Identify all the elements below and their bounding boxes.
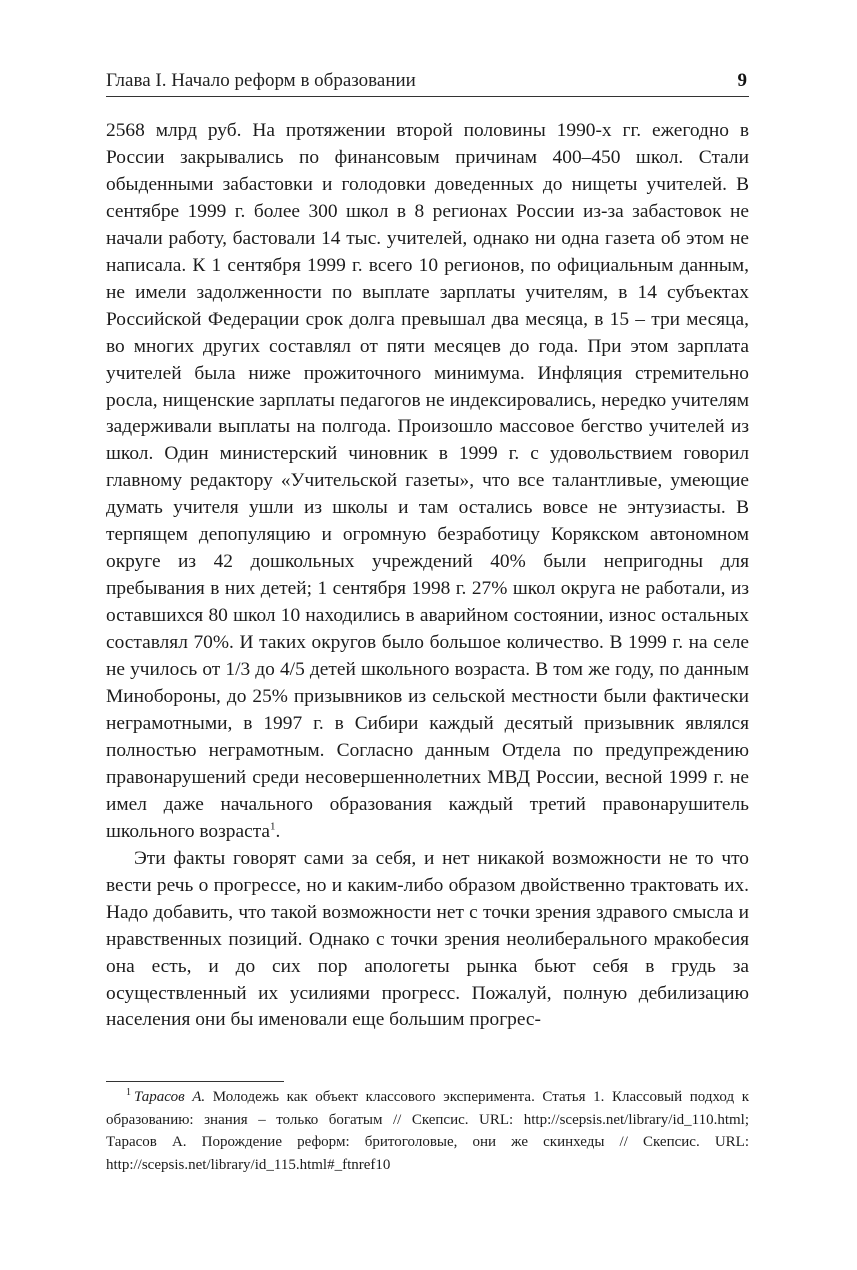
paragraph-text: Эти факты говорят сами за себя, и нет никакой возможности не то что вести речь о прогрессе, но и каким-либо образом двойственно трактовать их. Надо добавить, что такой возможности нет с точки зрения здравого смысла и нравственных позиций. Однако с точки зрения неолиберального мракобесия она есть, и до сих пор апологеты рынка бьют себя в грудь за осуществленный их усилиями прогресс. Пожалуй, полную дебилизацию населения они бы именовали еще большим прогрес- — [106, 847, 749, 1031]
footnote-text: Молодежь как объект классового эксперимента. Статья 1. Классовый подход к образованию: знания – только богатым // Скепсис. URL: http://scepsis.net/library/id_110.html; Тарасов А. Порождение реформ: бритоголовые, они же скинхеды // Скепсис. URL: http://scepsis.net/library/id_115.html#_ftnref10 — [106, 1089, 750, 1173]
footnote-author: Тарасов А. — [134, 1089, 206, 1105]
footnote-marker — [106, 1086, 134, 1109]
paragraph-end: . — [275, 820, 281, 842]
footnote-reference[interactable]: 1 — [270, 820, 276, 833]
paragraph-text: 2568 млрд руб. На протяжении второй половины 1990-х гг. ежегодно в России закрывались по финансовым причинам 400–450 школ. Стали обыденными забастовки и голодовки доведенных до нищеты учителей. В сентябре 1999 г. более 300 школ в 8 регионах России из-за забастовок не начали работу, бастовали 14 тыс. учителей, однако ни одна газета об этом не написала. К 1 сентября 1999 г. всего 10 регионов, по официальным данным, не имели задолженности по выплате зарплаты учителям, в 14 субъектах Российской Федерации срок долга превышал два месяца, в 15 – три месяца, во многих других составлял от пяти месяцев до года. При этом зарплата учителей была ниже прожиточного минимума. Инфляция стремительно росла, нищенские зарплаты педагогов не индексировались, нередко учителям задерживали выплаты на полгода. Произошло массовое бегство учителей из школ. Один министерский чиновник в 1999 г. с удовольствием говорил главному редактору «Учительской газеты», что все талантливые, умеющие думать учителя ушли из школы и там остались вовсе не энтузиасты. В терпящем депопуляцию и огромную безработицу Корякском автономном округе из 42 дошкольных учреждений 40% были непригодны для пребывания в них детей; 1 сентября 1998 г. 27% школ округа не работали, из оставшихся 80 школ 10 находились в аварийном состоянии, износ остальных составлял 70%. И таких округов было большое количество. В 1999 г. на селе не училось от 1/3 до 4/5 детей школьного возраста. В том же году, по данным Минобороны, до 25% призывников из сельской местности были фактически неграмотными, в 1997 г. в Сибири каждый десятый призывник являлся полностью неграмотным. Согласно данным Отдела по предупреждению правонарушений среди несовершеннолетних МВД России, весной 1999 г. не имел даже начального образования каждый третий правонарушитель школьного возраста — [106, 120, 749, 842]
running-title: Глава I. Начало реформ в образовании — [106, 70, 416, 91]
page-header — [106, 66, 749, 97]
paragraph — [106, 846, 749, 1035]
footnote-number: 1 — [126, 1087, 131, 1098]
footnote — [106, 1086, 749, 1176]
main-text — [106, 118, 749, 1034]
paragraph — [106, 118, 749, 846]
footnote-divider — [106, 1081, 284, 1082]
page-number: 9 — [737, 70, 747, 91]
